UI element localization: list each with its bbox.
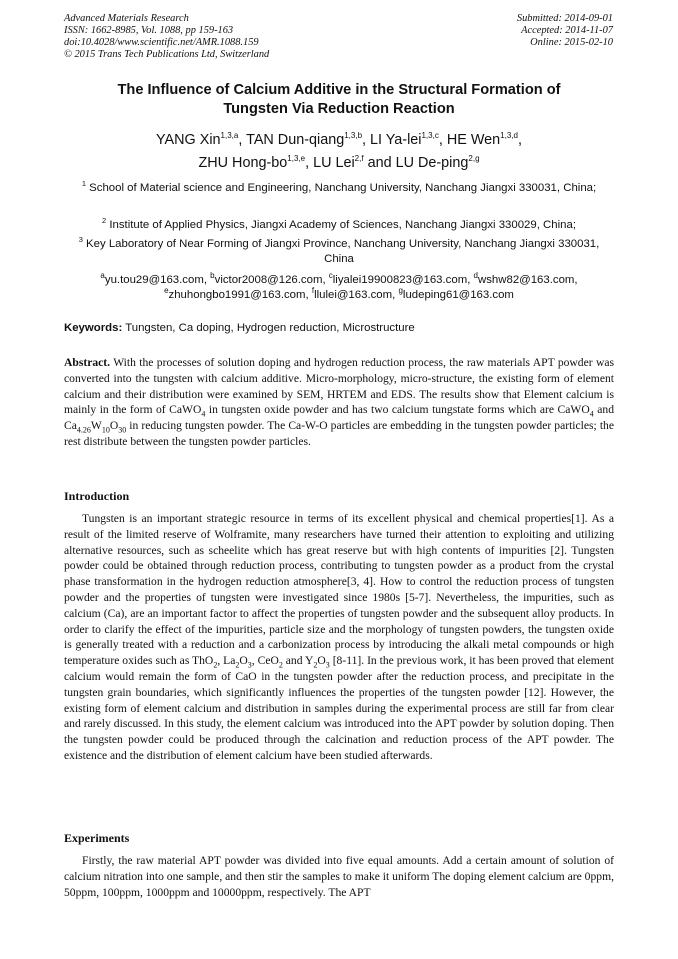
author-name: LU De-ping xyxy=(395,155,469,171)
abstract-text: With the processes of solution doping and hydrogen reduction process, the raw materials APT powder was converted into the tungsten with calcium additive. Micro-morphology, micro-structure, the existing form of element calcium and their distribution were examined by SEM, HRTEM and EDS. The results show that Element calcium is mainly in the form of CaWO$_4$ in tungsten oxide powder and has two calcium tungstate forms which are CaWO$_4$ and $Ca_{4.26}W_{10}O_{30}$ in reducing tungsten powder. The Ca-W-O particles are embedding in the tungsten powder particles; the rest distribute between the tungsten powder particles. xyxy=(64,356,614,448)
email-address[interactable]: liyalei19900823@163.com xyxy=(332,274,468,286)
affiliation-number: 2 xyxy=(101,216,107,226)
email-address[interactable]: llulei@163.com xyxy=(314,289,393,301)
author-sup: 1,3,b xyxy=(344,131,363,141)
author-line-2 xyxy=(64,152,614,175)
accepted-date: Accepted: 2014-11-07 xyxy=(521,25,613,36)
author-name: ZHU Hong-bo xyxy=(198,155,288,171)
abstract xyxy=(64,355,614,450)
author-separator: , xyxy=(438,132,447,148)
author-separator: , xyxy=(238,132,247,148)
author-name: LI Ya-lei xyxy=(370,132,422,148)
email-sup: g xyxy=(398,286,403,296)
email-address[interactable]: ludeping61@163.com xyxy=(402,289,514,301)
email-line-2: $^e$zhuhongbo1991@163.com, $^f$llulei@163.com, $^g$ludeping61@163.com xyxy=(164,286,514,301)
journal-name: Advanced Materials Research xyxy=(64,13,189,24)
author-sup: 1,3,a xyxy=(220,131,239,141)
online-date: Online: 2015-02-10 xyxy=(530,37,613,48)
keywords-label: Keywords: xyxy=(64,322,123,334)
email-sup: d xyxy=(473,271,478,281)
author-line-1 xyxy=(64,129,614,152)
email-sup: f xyxy=(311,286,315,296)
email-sup: c xyxy=(328,271,333,281)
email-address[interactable]: wshw82@163.com xyxy=(478,274,575,286)
affiliation-text: School of Material science and Engineering, Nanchang University, Nanchang Jiangxi 330031, China; xyxy=(89,182,597,194)
introduction-heading: Introduction xyxy=(64,489,130,503)
copyright-line: © 2015 Trans Tech Publications Ltd, Switzerland xyxy=(64,49,270,60)
submitted-date: Submitted: 2014-09-01 xyxy=(516,13,613,24)
author-sup: 2,g xyxy=(468,154,480,164)
experiments-heading: Experiments xyxy=(64,831,130,845)
paper-title xyxy=(64,81,614,119)
journal-header-left xyxy=(64,13,269,61)
title-line-1: The Influence of Calcium Additive in the Structural Formation of xyxy=(117,82,561,98)
affiliation-1 xyxy=(70,181,608,196)
email-sup: e xyxy=(164,286,169,296)
introduction-text: Tungsten is an important strategic resource in terms of its excellent physical and chemical properties[1]. As a result of the limited reserve of Wolframite, many researchers have turned their attention to exploiting and utilizing alternative resources, such as scheelite which has great reserve but with high contents of impurities [2]. Tungsten powder could be obtained through reduction process, contributing to tungsten powder as a product from the crystal phase transformation in the hydrogen reduction atmosphere[3, 4]. How to control the reduction process of tungsten powder and the properties of tungsten were investigated since 1980s [5-7]. Nevertheless, the impurities, such as calcium (Ca), are an important factor to affect the properties of tungsten powder and the subsequent alloy products. In order to clarify the effect of the impurities, particle size and the morphology of tungsten powders, the tungsten oxide is generally treated with a reduction and a carbonization process by introducing the alkali metal compounds or high temperature oxides such as ThO$_2$, $La_2O_3$, CeO$_2$ and $Y_2O_3$ [8-11]. In the previous work, it has been proved that element calcium would remain the form of CaO in the tungsten powder after the reduction process, and precipitate in the tungsten grain boundaries, which significantly influences the properties of the tungsten powder [12]. However, the existing form of element calcium and distribution in samples during the experimental process are still far from clear and rarely discussed. In this study, the element calcium was introduced into the APT powder by solution doping. Then the tungsten powder could be produced through the calcination and reduction process of the APT powder. The existence and the distribution of element calcium have been studied afterwards. xyxy=(64,512,614,762)
email-sup: a xyxy=(100,271,105,281)
author-sup: 1,3,d xyxy=(500,131,518,141)
keywords xyxy=(64,321,415,336)
journal-header-right xyxy=(517,13,613,49)
author-list xyxy=(64,129,614,175)
author-separator: , xyxy=(305,155,314,171)
affiliation-number: 3 xyxy=(78,235,83,245)
issn-line: ISSN: 1662-8985, Vol. 1088, pp 159-163 xyxy=(64,25,234,36)
author-separator: and xyxy=(363,155,396,171)
affiliation-number: 1 xyxy=(81,179,86,189)
email-address[interactable]: zhuhongbo1991@163.com xyxy=(168,289,306,301)
author-sup: 1,3,c xyxy=(421,131,439,141)
author-name: TAN Dun-qiang xyxy=(246,132,345,148)
email-address[interactable]: yu.tou29@163.com xyxy=(104,274,204,286)
affiliation-text: Institute of Applied Physics, Jiangxi Academy of Sciences, Nanchang Jiangxi 330029, China; xyxy=(109,219,576,231)
affiliation-3 xyxy=(70,237,608,267)
author-name: HE Wen xyxy=(446,132,501,148)
affiliation-2 xyxy=(70,218,608,233)
email-list xyxy=(64,273,614,303)
abstract-label: Abstract. xyxy=(64,356,111,369)
email-address[interactable]: victor2008@126.com xyxy=(214,274,323,286)
author-separator: , xyxy=(517,132,522,148)
keywords-text: Tungsten, Ca doping, Hydrogen reduction, Microstructure xyxy=(125,322,415,334)
experiments-text: Firstly, the raw material APT powder was divided into five equal amounts. Add a certain amount of solution of calcium nitration into one sample, and then stir the samples to make it uniform The doping element calcium are 0ppm, 50ppm, 100ppm, 1000ppm and 10000ppm, respectively. The APT xyxy=(64,854,614,899)
title-line-2: Tungsten Via Reduction Reaction xyxy=(223,101,455,117)
author-sup: 1,3,e xyxy=(287,154,306,164)
author-name: LU Lei xyxy=(313,155,355,171)
author-name: YANG Xin xyxy=(156,132,221,148)
affiliation-text: Key Laboratory of Near Forming of Jiangxi Province, Nanchang University, Nanchang Jiangxi 330031, China xyxy=(86,238,600,265)
author-separator: , xyxy=(362,132,371,148)
doi-line: doi:10.4028/www.scientific.net/AMR.1088.159 xyxy=(64,37,259,48)
email-sup: b xyxy=(210,271,215,281)
author-sup: 2,f xyxy=(354,154,364,164)
email-line-1: $^a$yu.tou29@163.com, $^b$victor2008@126.com, $^c$liyalei19900823@163.com, $^d$wshw82@163.com, xyxy=(100,271,578,286)
